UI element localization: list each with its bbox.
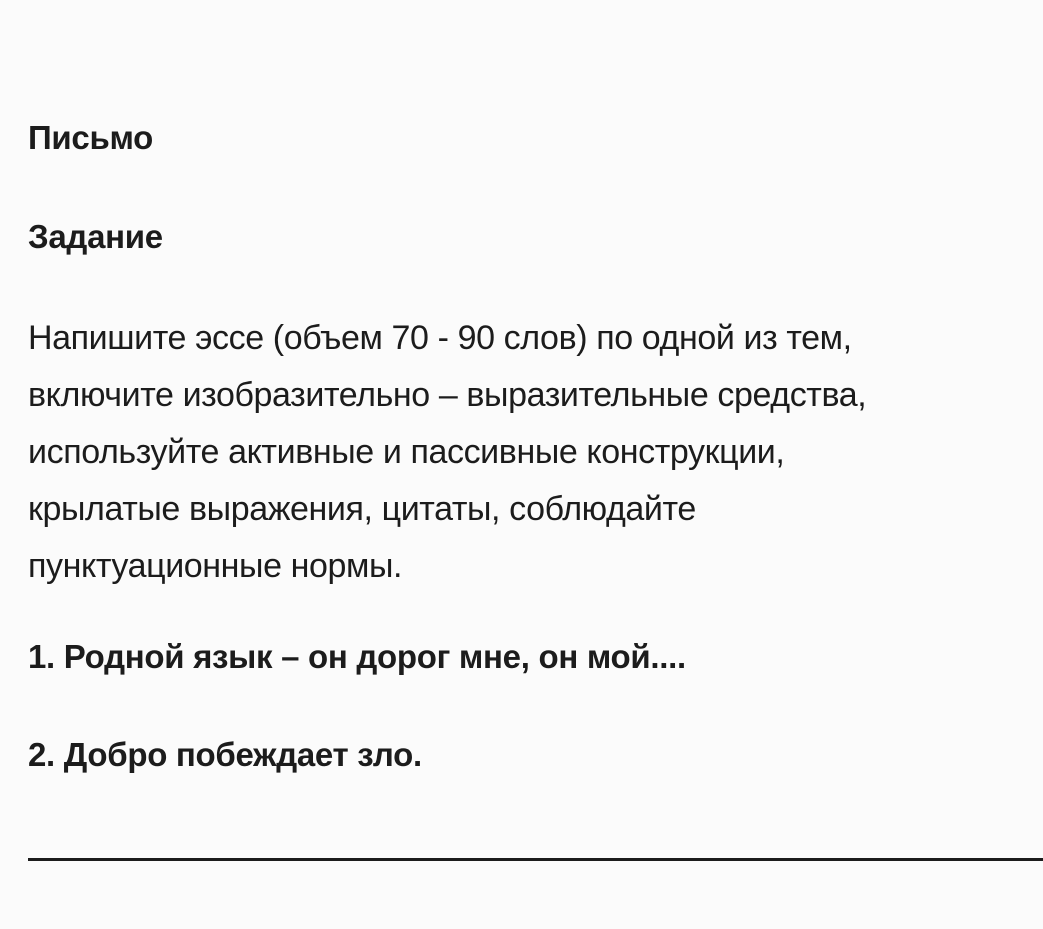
task-heading: Задание xyxy=(28,218,163,255)
instruction-line: крылатые выражения, цитаты, соблюдайте xyxy=(28,490,696,528)
answer-underline xyxy=(28,858,1043,861)
document-page xyxy=(28,0,1043,929)
instruction-line: пунктуационные нормы. xyxy=(28,547,403,585)
document-title: Письмо xyxy=(28,119,153,156)
instruction-line: Напишите эссе (объем 70 - 90 слов) по одной из тем, xyxy=(28,319,852,357)
instruction-line: включите изобразительно – выразительные средства, xyxy=(28,376,867,414)
instruction-paragraph xyxy=(28,310,1040,595)
essay-topic-1: 1. Родной язык – он дорог мне, он мой.... xyxy=(28,638,686,675)
essay-topic-2: 2. Добро побеждает зло. xyxy=(28,736,422,773)
instruction-line: используйте активные и пассивные конструкции, xyxy=(28,433,785,471)
